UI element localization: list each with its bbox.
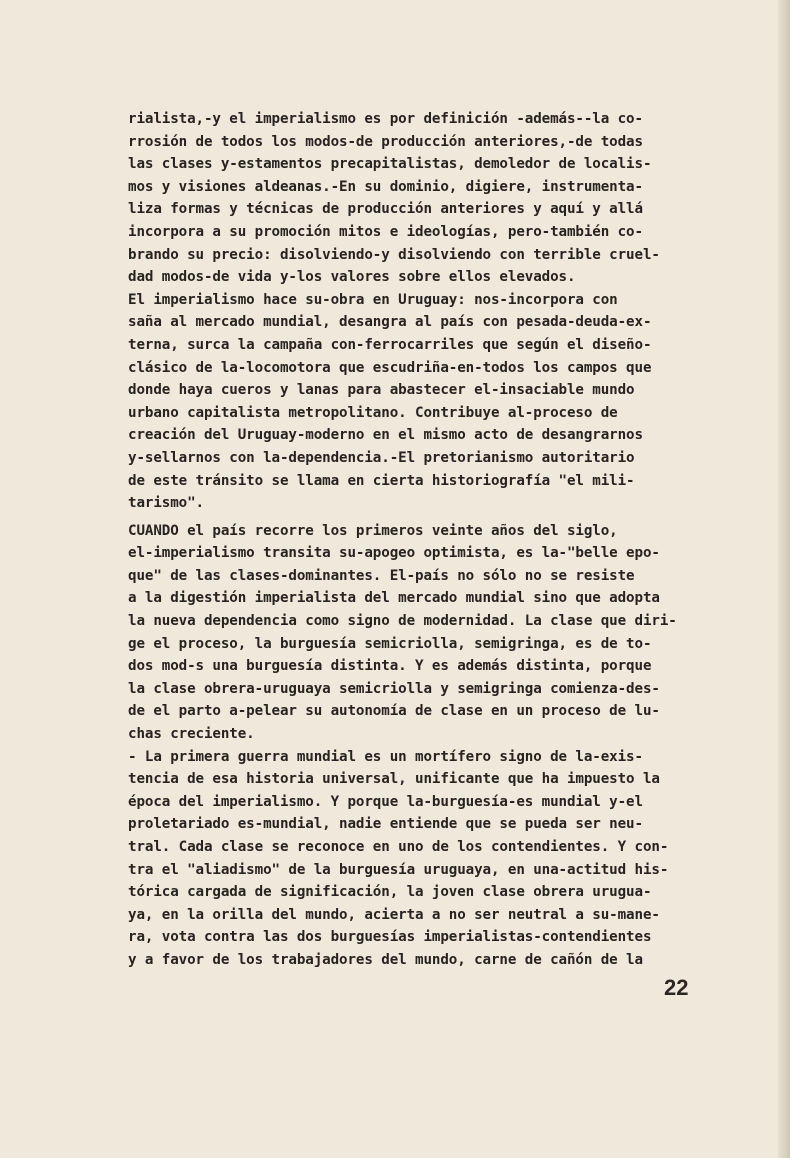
text-line: época del imperialismo. Y porque la-burguesía-es mundial y-el [128, 793, 643, 810]
text-line: de el parto a-pelear su autonomía de clase en un proceso de lu- [128, 703, 660, 720]
text-line: rrosión de todos los modos-de producción anteriores,-de todas [128, 133, 643, 150]
text-line: tórica cargada de significación, la joven clase obrera urugua- [128, 884, 652, 901]
text-line: tra el "aliadismo" de la burguesía uruguaya, en una-actitud his- [128, 861, 669, 878]
text-line: liza formas y técnicas de producción anteriores y aquí y allá [128, 201, 643, 218]
text-line: y-sellarnos con la-dependencia.-El pretorianismo autoritario [128, 449, 635, 466]
text-line: y a favor de los trabajadores del mundo, carne de cañón de la [128, 951, 643, 968]
page-number: 22 [664, 975, 689, 1000]
text-line: ra, vota contra las dos burguesías imperialistas-contendientes [128, 929, 652, 946]
text-line: proletariado es-mundial, nadie entiende que se pueda ser neu- [128, 816, 643, 833]
text-line: donde haya cueros y lanas para abastecer el-insaciable mundo [128, 382, 635, 399]
text-line: las clases y-estamentos precapitalistas, demoledor de localis- [128, 156, 652, 173]
page-edge-shadow [778, 0, 790, 1158]
text-line: CUANDO el país recorre los primeros veinte años del siglo, [128, 522, 618, 539]
text-line: rialista,-y el imperialismo es por definición -además--la co- [128, 111, 643, 127]
text-line: de este tránsito se llama en cierta historiografía "el mili- [128, 472, 635, 489]
text-line: la nueva dependencia como signo de modernidad. La clase que diri- [128, 613, 677, 630]
text-line: tencia de esa historia universal, unificante que ha impuesto la [128, 771, 660, 788]
text-line: mos y visiones aldeanas.-En su dominio, digiere, instrumenta- [128, 178, 643, 195]
text-line: brando su precio: disolviendo-y disolviendo con terrible cruel- [128, 246, 660, 263]
text-line: terna, surca la campaña con-ferrocarriles que según el diseño- [128, 336, 652, 353]
body-text [128, 108, 712, 972]
text-line: tral. Cada clase se reconoce en uno de los contendientes. Y con- [128, 839, 669, 855]
text-line: chas creciente. [128, 726, 255, 743]
text-line: a la digestión imperialista del mercado mundial sino que adopta [128, 590, 660, 607]
text-line: clásico de la-locomotora que escudriña-en-todos los campos que [128, 359, 652, 376]
text-line: incorpora a su promoción mitos e ideologías, pero-también co- [128, 223, 643, 240]
text-line: dos mod-s una burguesía distinta. Y es además distinta, porque [128, 658, 652, 675]
text-line: que" de las clases-dominantes. El-país no sólo no se resiste [128, 567, 635, 584]
text-line: dad modos-de vida y-los valores sobre ellos elevados. [128, 269, 576, 286]
text-line: - La primera guerra mundial es un mortífero signo de la-exis- [128, 748, 643, 765]
text-line: creación del Uruguay-moderno en el mismo acto de desangrarnos [128, 427, 643, 444]
text-line: saña al mercado mundial, desangra al país con pesada-deuda-ex- [128, 314, 652, 331]
text-line: tarismo". [128, 495, 204, 512]
text-line: el-imperialismo transita su-apogeo optimista, es la-"belle epo- [128, 545, 660, 562]
text-line: ya, en la orilla del mundo, acierta a no ser neutral a su-mane- [128, 906, 660, 923]
text-line: la clase obrera-uruguaya semicriolla y semigringa comienza-des- [128, 680, 660, 697]
text-line: urbano capitalista metropolitano. Contribuye al-proceso de [128, 404, 618, 421]
text-line: El imperialismo hace su-obra en Uruguay: nos-incorpora con [128, 291, 618, 308]
text-line: ge el proceso, la burguesía semicriolla, semigringa, es de to- [128, 635, 652, 652]
